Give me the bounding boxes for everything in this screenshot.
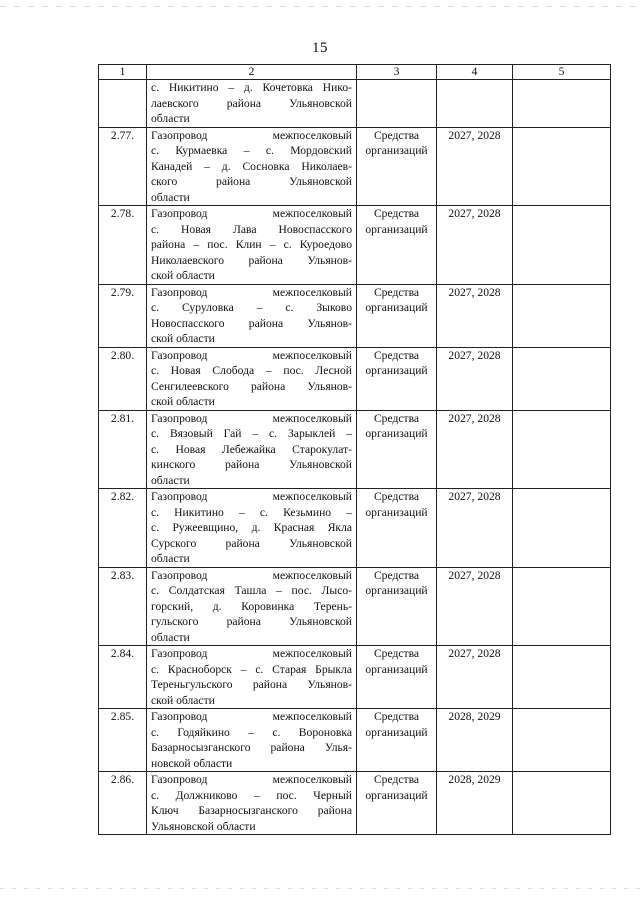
description-line: области	[151, 552, 190, 565]
funding-source-line: организаций	[365, 788, 428, 802]
description-line: с. Ружеевщино, д. Красная Якла	[151, 521, 352, 534]
row-funding-source	[357, 772, 437, 835]
description-line: области	[151, 473, 190, 487]
row-number: 2.84.	[99, 646, 147, 709]
description-line: района – пос. Клин – с. Куроедово	[151, 238, 352, 251]
description-line: ского района Ульяновской	[151, 175, 352, 188]
row-description	[147, 567, 357, 646]
description-line: с. Новая Лава Новоспасского	[151, 222, 352, 236]
row-description	[147, 347, 357, 410]
row-funding-source	[357, 206, 437, 285]
description-line: с. Суруловка – с. Зыково	[151, 301, 352, 314]
column-header-3: 3	[357, 65, 437, 80]
description-line: области	[151, 630, 190, 644]
funding-source-line: Средства	[373, 348, 420, 362]
row-number: 2.80.	[99, 347, 147, 410]
funding-source-line: организаций	[365, 301, 428, 314]
description-line: горский, д. Коровинка Терень-	[151, 599, 352, 613]
description-line: Газопровод межпоселковый	[151, 411, 352, 425]
description-line: гульского района Ульяновской	[151, 615, 352, 628]
row-column-5	[513, 80, 611, 128]
scan-edge-bottom	[0, 888, 640, 889]
table-row	[99, 709, 611, 772]
description-line: Канадей – д. Сосновка Николаев-	[151, 159, 352, 173]
funding-source-line: организаций	[365, 364, 428, 377]
row-funding-source	[357, 489, 437, 568]
description-line: с. Годяйкино – с. Вороновка	[151, 725, 352, 739]
description-line: Сурского района Ульяновской	[151, 536, 352, 550]
row-funding-source	[357, 646, 437, 709]
row-description	[147, 284, 357, 347]
description-line: Газопровод межпоселковый	[151, 773, 352, 786]
description-line: Газопровод межпоселковый	[151, 490, 352, 503]
row-number: 2.82.	[99, 489, 147, 568]
description-line: с. Курмаевка – с. Мордовский	[151, 144, 352, 157]
funding-source-line: организаций	[365, 584, 428, 597]
column-header-4: 4	[437, 65, 513, 80]
description-line: с. Никитино – с. Кезьмино –	[151, 505, 352, 519]
funding-source-line: организаций	[365, 725, 428, 739]
description-line: Новоспасского района Ульянов-	[151, 316, 352, 330]
table-row	[99, 127, 611, 206]
funding-source-line: Средства	[373, 710, 420, 723]
row-years: 2027, 2028	[437, 284, 513, 347]
funding-source-line: Средства	[373, 773, 420, 786]
description-line: Николаевского района Ульянов-	[151, 253, 352, 267]
description-line: кинского района Ульяновской	[151, 458, 352, 471]
description-line: с. Новая Лебежайка Старокулат-	[151, 442, 352, 456]
funding-source-line: Средства	[373, 207, 420, 220]
row-years: 2027, 2028	[437, 646, 513, 709]
description-line: с. Солдатская Ташла – пос. Лысо-	[151, 584, 352, 597]
page-number: 15	[312, 40, 328, 56]
row-description	[147, 489, 357, 568]
table-row	[99, 206, 611, 285]
row-years: 2027, 2028	[437, 410, 513, 489]
table-row	[99, 646, 611, 709]
table-row	[99, 347, 611, 410]
funding-source-line: Средства	[373, 128, 420, 142]
row-column-5	[513, 284, 611, 347]
row-funding-source	[357, 709, 437, 772]
column-header-1: 1	[99, 65, 147, 80]
row-years: 2028, 2029	[437, 709, 513, 772]
row-column-5	[513, 410, 611, 489]
funding-source-line: Средства	[373, 568, 420, 582]
funding-source-line: Средства	[373, 647, 420, 660]
description-line: ской области	[151, 693, 215, 707]
description-line: с. Должниково – пос. Черный	[151, 788, 352, 802]
funding-source-line: организаций	[365, 427, 428, 440]
row-funding-source	[357, 347, 437, 410]
table-row	[99, 489, 611, 568]
description-line: Сенгилеевского района Ульянов-	[151, 379, 352, 393]
row-description	[147, 646, 357, 709]
row-funding-source	[357, 284, 437, 347]
row-years: 2027, 2028	[437, 127, 513, 206]
table-row	[99, 410, 611, 489]
row-funding-source	[357, 80, 437, 128]
table-row	[99, 80, 611, 128]
table-row	[99, 567, 611, 646]
column-header-5: 5	[513, 65, 611, 80]
row-column-5	[513, 567, 611, 646]
column-header-2: 2	[147, 65, 357, 80]
row-number: 2.86.	[99, 772, 147, 835]
description-line: Газопровод межпоселковый	[151, 128, 352, 142]
funding-source-line: организаций	[365, 662, 428, 676]
row-column-5	[513, 772, 611, 835]
funding-source-line: Средства	[373, 490, 420, 503]
description-line: с. Вязовый Гай – с. Зарыклей –	[151, 427, 352, 440]
table-header-row	[99, 65, 611, 80]
table-body	[99, 80, 611, 835]
row-number	[99, 80, 147, 128]
row-description	[147, 772, 357, 835]
funding-source-line: организаций	[365, 144, 428, 157]
row-years: 2027, 2028	[437, 206, 513, 285]
description-line: Газопровод межпоселковый	[151, 207, 352, 220]
description-line: Тереньгульского района Ульянов-	[151, 678, 352, 691]
row-column-5	[513, 489, 611, 568]
description-line: ской области	[151, 269, 215, 282]
description-line: области	[151, 190, 190, 204]
row-number: 2.83.	[99, 567, 147, 646]
description-line: с. Новая Слобода – пос. Лесной	[151, 364, 352, 377]
description-line: Газопровод межпоселковый	[151, 348, 352, 362]
gas-pipeline-table	[98, 64, 611, 835]
row-column-5	[513, 646, 611, 709]
row-number: 2.85.	[99, 709, 147, 772]
row-years: 2028, 2029	[437, 772, 513, 835]
row-years	[437, 80, 513, 128]
row-column-5	[513, 206, 611, 285]
row-description	[147, 206, 357, 285]
row-description	[147, 709, 357, 772]
row-description	[147, 410, 357, 489]
description-line: ской области	[151, 332, 215, 345]
description-line: Базарносызганского района Улья-	[151, 741, 352, 754]
row-funding-source	[357, 410, 437, 489]
description-line: Ключ Базарносызганского района	[151, 804, 352, 817]
description-line: лаевского района Ульяновской	[151, 96, 352, 110]
description-line: Ульяновской области	[151, 819, 256, 833]
row-description	[147, 80, 357, 128]
row-column-5	[513, 709, 611, 772]
row-number: 2.81.	[99, 410, 147, 489]
funding-source-line: Средства	[373, 285, 420, 299]
row-number: 2.77.	[99, 127, 147, 206]
description-line: Газопровод межпоселковый	[151, 285, 352, 299]
description-line: Газопровод межпоселковый	[151, 647, 352, 660]
description-line: новской области	[151, 756, 233, 770]
row-description	[147, 127, 357, 206]
funding-source-line: Средства	[373, 411, 420, 425]
row-funding-source	[357, 567, 437, 646]
row-funding-source	[357, 127, 437, 206]
table-row	[99, 772, 611, 835]
description-line: Газопровод межпоселковый	[151, 568, 352, 582]
row-column-5	[513, 127, 611, 206]
row-years: 2027, 2028	[437, 567, 513, 646]
description-line: ской области	[151, 395, 215, 408]
row-years: 2027, 2028	[437, 347, 513, 410]
description-line: Газопровод межпоселковый	[151, 710, 352, 723]
row-number: 2.78.	[99, 206, 147, 285]
table-row	[99, 284, 611, 347]
description-line: с. Красноборск – с. Старая Брыкла	[151, 662, 352, 676]
description-line: с. Никитино – д. Кочетовка Нико-	[151, 81, 352, 94]
description-line: области	[151, 112, 190, 125]
funding-source-line: организаций	[365, 505, 428, 519]
row-column-5	[513, 347, 611, 410]
row-number: 2.79.	[99, 284, 147, 347]
row-years: 2027, 2028	[437, 489, 513, 568]
funding-source-line: организаций	[365, 222, 428, 236]
scan-edge-top	[0, 6, 640, 7]
